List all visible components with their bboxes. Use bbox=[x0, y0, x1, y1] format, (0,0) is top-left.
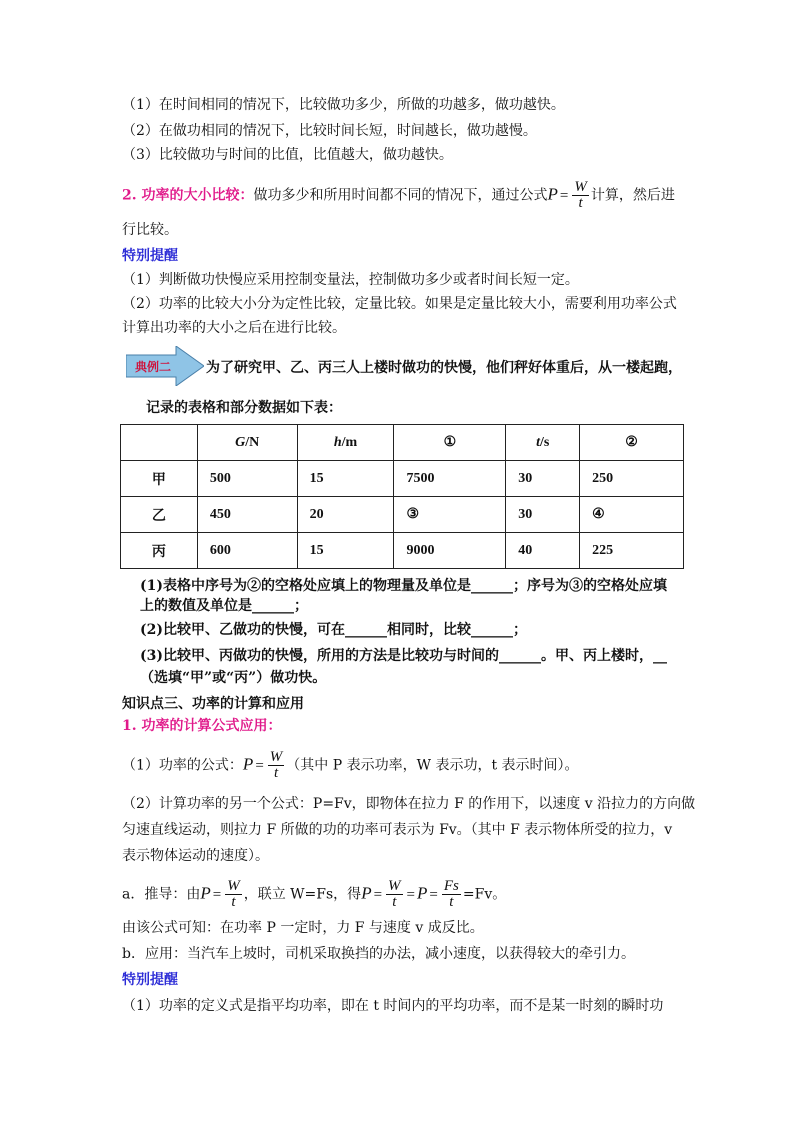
header-h: h bbox=[333, 434, 342, 450]
deriv-frac2-den: t bbox=[386, 894, 403, 910]
deriv-eq4: = bbox=[429, 886, 438, 903]
deriv-eq3: = bbox=[406, 886, 416, 903]
formula-fraction bbox=[572, 180, 589, 211]
deriv-frac2-num: W bbox=[388, 878, 401, 894]
deriv-frac1-den: t bbox=[225, 894, 242, 910]
intro-line-2: （2）在做功相同的情况下，比较时间长短，时间越长，做功越慢。 bbox=[122, 123, 537, 139]
deriv-eq1: = bbox=[212, 886, 222, 903]
table-cell: 丙 bbox=[121, 533, 198, 569]
kp3-derivation-line bbox=[122, 879, 506, 910]
question-line-3: (2)比较甲、乙做功的快慢，可在______相同时，比较______； bbox=[140, 622, 527, 638]
section2-text-after: 计算，然后进 bbox=[590, 187, 675, 204]
table-cell: ④ bbox=[580, 497, 684, 533]
header-t: t bbox=[536, 434, 540, 450]
header-g: G bbox=[235, 434, 246, 450]
deriv-frac1-num: W bbox=[227, 878, 240, 894]
example-badge bbox=[126, 346, 204, 386]
kp3-p1-before: （1）功率的公式： bbox=[122, 757, 243, 774]
deriv-p2: P bbox=[361, 883, 372, 903]
tip1-line-3: 计算出功率的大小之后在进行比较。 bbox=[122, 320, 346, 336]
table-cell: 15 bbox=[297, 461, 394, 497]
table-cell: 500 bbox=[197, 461, 297, 497]
deriv-frac2 bbox=[386, 879, 403, 910]
kp3-application: b．应用：当汽车上坡时，司机采取换挡的办法，减小速度，以获得较大的牵引力。 bbox=[122, 946, 635, 962]
intro-line-3: （3）比较做功与时间的比值，比值越大，做功越快。 bbox=[122, 147, 453, 163]
table-header-cell: h/m bbox=[297, 425, 394, 461]
deriv-p1: P bbox=[200, 883, 211, 903]
section2-text-before: 做功多少和所用时间都不同的情况下，通过公式 bbox=[253, 187, 548, 204]
tip1-line-1: （1）判断做功快慢应采用控制变量法，控制做功多少或者时间长短一定。 bbox=[122, 272, 579, 288]
table-header-cell: ① bbox=[394, 425, 506, 461]
tip2-line-1: （1）功率的定义式是指平均功率，即在 t 时间内的平均功率，而不是某一时刻的瞬时功 bbox=[122, 998, 664, 1014]
table-cell: 9000 bbox=[394, 533, 506, 569]
formula-numerator: W bbox=[574, 179, 587, 195]
data-table bbox=[120, 424, 684, 569]
table-cell: 600 bbox=[197, 533, 297, 569]
section2-line bbox=[122, 180, 675, 211]
table-row bbox=[121, 461, 684, 497]
intro-line-1: （1）在时间相同的情况下，比较做功多少，所做的功越多，做功越快。 bbox=[122, 97, 565, 113]
table-header-cell: t/s bbox=[506, 425, 580, 461]
example-line-1: 为了研究甲、乙、丙三人上楼时做功的快慢，他们秤好体重后，从一楼起跑， bbox=[206, 360, 682, 376]
table-header-row bbox=[121, 425, 684, 461]
kp3-p1-after: （其中 P 表示功率，W 表示功，t 表示时间）。 bbox=[286, 757, 579, 774]
table-cell: 20 bbox=[297, 497, 394, 533]
kp3-formula-equals: = bbox=[255, 757, 264, 774]
table-cell: 15 bbox=[297, 533, 394, 569]
question-line-5: （选填“甲”或“丙”）做功快。 bbox=[140, 670, 327, 686]
deriv-frac1 bbox=[225, 879, 242, 910]
deriv-b: ，联立 W=Fs，得 bbox=[243, 886, 362, 903]
section2-line-2: 行比较。 bbox=[122, 222, 178, 238]
deriv-frac3-den: t bbox=[442, 894, 461, 910]
table-cell: 30 bbox=[506, 497, 580, 533]
kp3-formula-denominator: t bbox=[268, 765, 285, 781]
kp3-title: 知识点三、功率的计算和应用 bbox=[122, 696, 304, 712]
formula-equals: = bbox=[559, 187, 569, 204]
question-line-2: 上的数值及单位是______； bbox=[140, 598, 308, 614]
formula-p: P bbox=[547, 184, 558, 204]
tip1-heading: 特别提醒 bbox=[122, 248, 178, 264]
example-badge-label: 典例二 bbox=[134, 360, 172, 374]
section2-heading: 2. 功率的大小比较： bbox=[122, 187, 254, 204]
kp3-formula-p: P bbox=[242, 754, 254, 774]
table-cell: 450 bbox=[197, 497, 297, 533]
table-row bbox=[121, 533, 684, 569]
question-line-4: (3)比较甲、丙做功的快慢，所用的方法是比较功与时间的______。甲、丙上楼时，__ bbox=[140, 648, 667, 664]
table-header-cell: ② bbox=[580, 425, 684, 461]
table-header-cell bbox=[121, 425, 198, 461]
kp3-conclusion: 由该公式可知：在功率 P 一定时，力 F 与速度 v 成反比。 bbox=[122, 920, 484, 936]
deriv-p3: P bbox=[417, 883, 428, 903]
kp3-p2-line-3: 表示物体运动的速度）。 bbox=[122, 848, 269, 864]
tip1-line-2: （2）功率的比较大小分为定性比较，定量比较。如果是定量比较大小，需要利用功率公式 bbox=[122, 296, 677, 312]
deriv-frac3-num: Fs bbox=[443, 878, 459, 894]
deriv-frac3 bbox=[442, 879, 461, 910]
example-line-2: 记录的表格和部分数据如下表： bbox=[146, 400, 342, 416]
kp3-formula-fraction bbox=[268, 750, 285, 781]
table-cell: 乙 bbox=[121, 497, 198, 533]
formula-denominator: t bbox=[572, 195, 589, 211]
table-cell: 225 bbox=[580, 533, 684, 569]
kp3-formula-numerator: W bbox=[269, 749, 283, 765]
tip2-heading: 特别提醒 bbox=[122, 972, 178, 988]
table-cell: 40 bbox=[506, 533, 580, 569]
kp3-subheading: 1. 功率的计算公式应用： bbox=[122, 718, 282, 734]
table-cell: 30 bbox=[506, 461, 580, 497]
table-row bbox=[121, 497, 684, 533]
table-cell: ③ bbox=[394, 497, 506, 533]
question-line-1: (1)表格中序号为②的空格处应填上的物理量及单位是______；序号为③的空格处应填 bbox=[140, 578, 667, 594]
table-header-cell: G/N bbox=[197, 425, 297, 461]
kp3-p2-line-1: （2）计算功率的另一个公式：P=Fv，即物体在拉力 F 的作用下，以速度 v 沿拉力的方向做 bbox=[122, 796, 696, 812]
table-cell: 7500 bbox=[394, 461, 506, 497]
table-cell: 甲 bbox=[121, 461, 198, 497]
kp3-formula-line bbox=[122, 750, 579, 781]
deriv-eq2: = bbox=[373, 886, 383, 903]
deriv-c: =Fv。 bbox=[462, 886, 507, 903]
deriv-a: a．推导：由 bbox=[122, 886, 201, 903]
kp3-p2-line-2: 匀速直线运动，则拉力 F 所做的功的功率可表示为 Fv。（其中 F 表示物体所受的拉力，v bbox=[122, 822, 673, 838]
table-cell: 250 bbox=[580, 461, 684, 497]
